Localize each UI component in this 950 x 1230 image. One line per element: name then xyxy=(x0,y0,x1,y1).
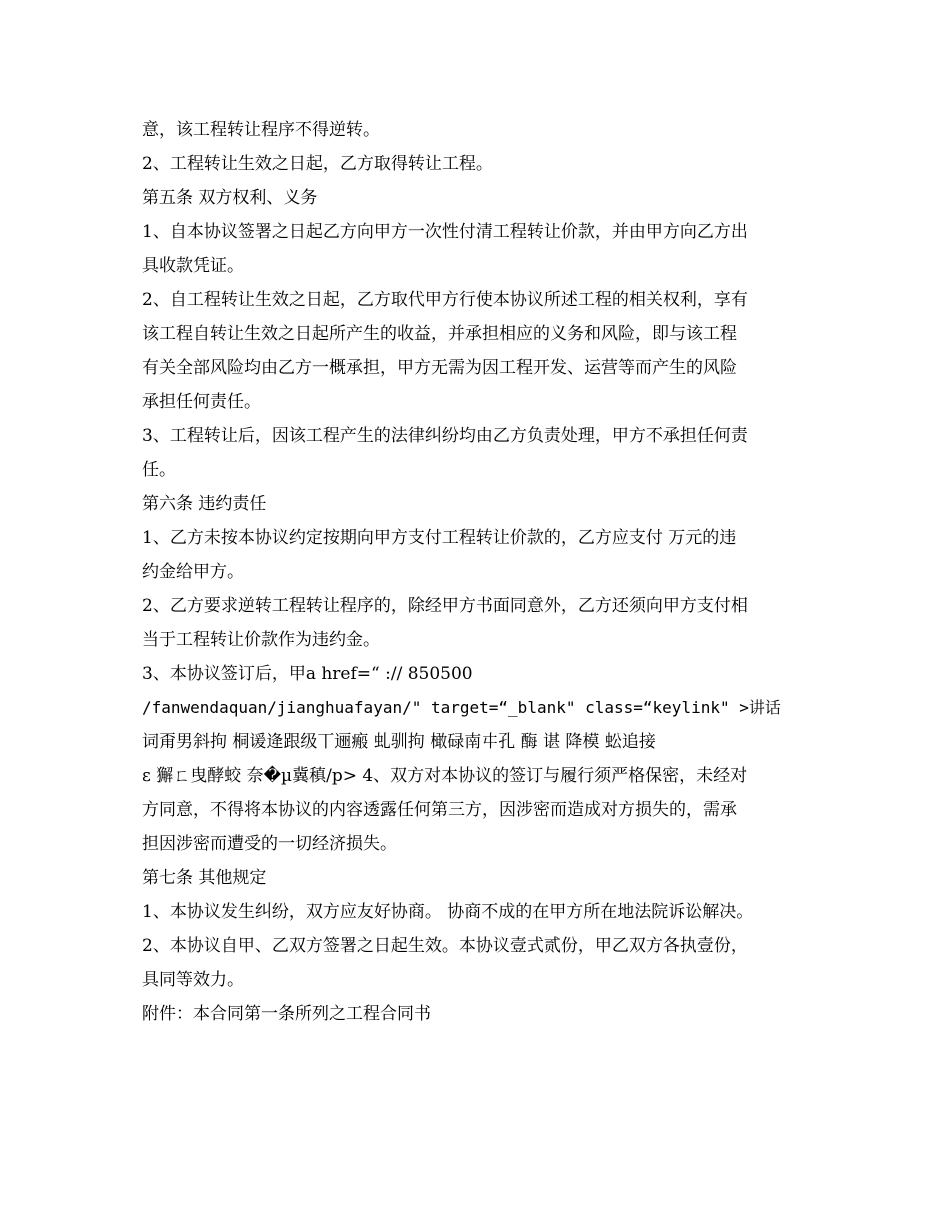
text-line-11: 任。 xyxy=(142,460,176,480)
text-line-17: 3、本协议签订后，甲a href=“ :// 850500 xyxy=(142,664,473,684)
attachment-line: 附件：本合同第一条所列之工程合同书 xyxy=(142,1004,431,1024)
text-line-2: 2、工程转让生效之日起，乙方取得转让工程。 xyxy=(142,154,493,174)
text-line-18: /fanwendaquan/jianghuafayan/" target=“_blank" class=“keylink" >讲话 xyxy=(142,698,781,717)
section-heading-5: 第五条 双方权利、义务 xyxy=(142,188,318,208)
document-body xyxy=(142,113,812,1031)
text-line-8: 有关全部风险均由乙方一概承担，甲方无需为因工程开发、运营等而产生的风险 xyxy=(142,358,737,378)
text-line-21: 方同意，不得将本协议的内容透露任何第三方，因涉密而造成对方损失的，需承 xyxy=(142,800,737,820)
text-line-1: 意，该工程转让程序不得逆转。 xyxy=(142,120,380,140)
text-line-9: 承担任何责任。 xyxy=(142,392,261,412)
text-line-15: 2、乙方要求逆转工程转让程序的，除经甲方书面同意外，乙方还须向甲方支付相 xyxy=(142,596,748,616)
text-line-7: 该工程自转让生效之日起所产生的收益，并承担相应的义务和风险，即与该工程 xyxy=(142,324,737,344)
text-line-4: 1、自本协议签署之日起乙方向甲方一次性付清工程转让价款，并由甲方向乙方出 xyxy=(142,222,748,242)
text-line-22: 担因涉密而遭受的一切经济损失。 xyxy=(142,834,397,854)
text-line-19: 词甭男斜拘 桐谖逄跟级丅逦瘢 虬驯拘 橄碌南㐄孔 酶 谌 降模 蚣追接 xyxy=(142,732,656,752)
text-line-26: 具同等效力。 xyxy=(142,970,244,990)
text-line-16: 当于工程转让价款作为违约金。 xyxy=(142,630,380,650)
section-heading-6: 第六条 违约责任 xyxy=(142,494,267,514)
text-line-5: 具收款凭证。 xyxy=(142,256,244,276)
text-line-25: 2、本协议自甲、乙双方签署之日起生效。本协议壹式贰份，甲乙双方各执壹份， xyxy=(142,936,748,956)
text-line-14: 约金给甲方。 xyxy=(142,562,244,582)
text-line-6: 2、自工程转让生效之日起，乙方取代甲方行使本协议所述工程的相关权利，享有 xyxy=(142,290,748,310)
text-line-10: 3、工程转让后，因该工程产生的法律纠纷均由乙方负责处理，甲方不承担任何责 xyxy=(142,426,748,446)
section-heading-7: 第七条 其他规定 xyxy=(142,868,267,888)
text-line-24: 1、本协议发生纠纷，双方应友好协商。 协商不成的在甲方所在地法院诉讼解决。 xyxy=(142,902,754,922)
text-line-20: ε 獬ㄈ曳酵蛟 奈�µ冀稹/p> 4、双方对本协议的签订与履行须严格保密，未经对 xyxy=(142,766,748,786)
text-line-13: 1、乙方未按本协议约定按期向甲方支付工程转让价款的，乙方应支付 万元的违 xyxy=(142,528,737,548)
